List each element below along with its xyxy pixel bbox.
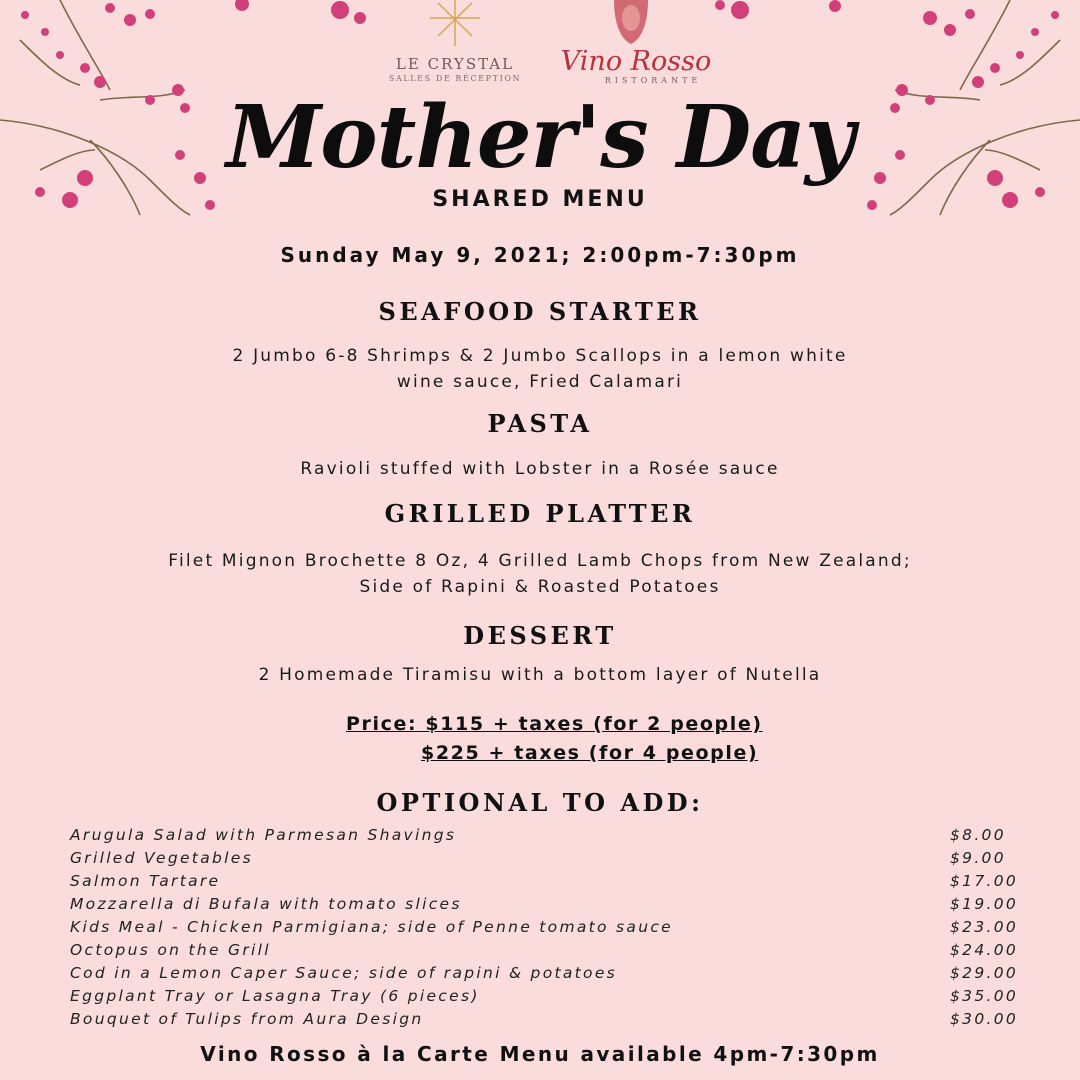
page-title: Mother's Day	[226, 87, 854, 188]
optional-item-price: $35.00	[950, 987, 1019, 1005]
optional-item-price: $23.00	[950, 918, 1019, 936]
list-item	[70, 985, 1025, 1008]
footer-note: Vino Rosso à la Carte Menu available 4pm-7:30pm	[200, 1042, 880, 1066]
optional-item-price: $24.00	[950, 941, 1019, 959]
list-item	[70, 916, 1025, 939]
vino-rosso-logo	[548, 0, 718, 92]
optional-item-price: $8.00	[950, 826, 1006, 844]
list-item	[70, 824, 1025, 847]
section-desc-seafood-line1: 2 Jumbo 6-8 Shrimps & 2 Jumbo Scallops in a lemon white	[232, 346, 848, 366]
section-desc-pasta: Ravioli stuffed with Lobster in a Rosée sauce	[300, 459, 780, 479]
page-subtitle: SHARED MENU	[432, 187, 648, 212]
optional-item-name: Mozzarella di Bufala with tomato slices	[70, 895, 462, 913]
optional-item-name: Octopus on the Grill	[70, 941, 271, 959]
list-item	[70, 939, 1025, 962]
price-4-people: $225 + taxes (for 4 people)	[421, 742, 759, 764]
event-date: Sunday May 9, 2021; 2:00pm-7:30pm	[280, 243, 800, 267]
optional-item-price: $17.00	[950, 872, 1019, 890]
floral-decoration-top-left	[230, 0, 380, 30]
section-desc-grilled-line1: Filet Mignon Brochette 8 Oz, 4 Grilled Lamb Chops from New Zealand;	[168, 551, 912, 571]
price-2-people: Price: $115 + taxes (for 2 people)	[346, 713, 763, 735]
wine-glass-icon	[606, 0, 656, 50]
floral-decoration-top-right	[700, 0, 860, 30]
vino-rosso-subtitle: RISTORANTE	[604, 76, 702, 85]
section-desc-dessert: 2 Homemade Tiramisu with a bottom layer of Nutella	[258, 665, 822, 685]
optional-item-name: Cod in a Lemon Caper Sauce; side of rapini & potatoes	[70, 964, 618, 982]
section-desc-grilled-line2: Side of Rapini & Roasted Potatoes	[359, 577, 721, 597]
optional-item-price: $30.00	[950, 1010, 1019, 1028]
optional-list	[70, 824, 1025, 1031]
le-crystal-subtitle: SALLES DE RÉCEPTION	[388, 74, 522, 83]
star-icon	[430, 0, 480, 46]
le-crystal-logo	[370, 0, 540, 92]
section-desc-seafood-line2: wine sauce, Fried Calamari	[396, 372, 684, 392]
optional-item-name: Salmon Tartare	[70, 872, 221, 890]
optional-item-name: Eggplant Tray or Lasagna Tray (6 pieces)	[70, 987, 480, 1005]
list-item	[70, 870, 1025, 893]
list-item	[70, 962, 1025, 985]
list-item	[70, 1008, 1025, 1031]
section-heading-pasta: PASTA	[487, 409, 593, 438]
list-item	[70, 847, 1025, 870]
optional-item-price: $29.00	[950, 964, 1019, 982]
section-heading-optional: OPTIONAL TO ADD:	[376, 788, 704, 817]
vino-rosso-name: Vino Rosso	[560, 46, 712, 77]
optional-item-price: $19.00	[950, 895, 1019, 913]
list-item	[70, 893, 1025, 916]
optional-item-name: Bouquet of Tulips from Aura Design	[70, 1010, 424, 1028]
optional-item-name: Kids Meal - Chicken Parmigiana; side of Penne tomato sauce	[70, 918, 673, 936]
optional-item-name: Arugula Salad with Parmesan Shavings	[70, 826, 457, 844]
optional-item-name: Grilled Vegetables	[70, 849, 253, 867]
section-heading-dessert: DESSERT	[463, 621, 617, 650]
section-heading-grilled: GRILLED PLATTER	[384, 499, 696, 528]
optional-item-price: $9.00	[950, 849, 1006, 867]
section-heading-seafood: SEAFOOD STARTER	[378, 297, 702, 326]
le-crystal-name: LE CRYSTAL	[395, 55, 515, 73]
